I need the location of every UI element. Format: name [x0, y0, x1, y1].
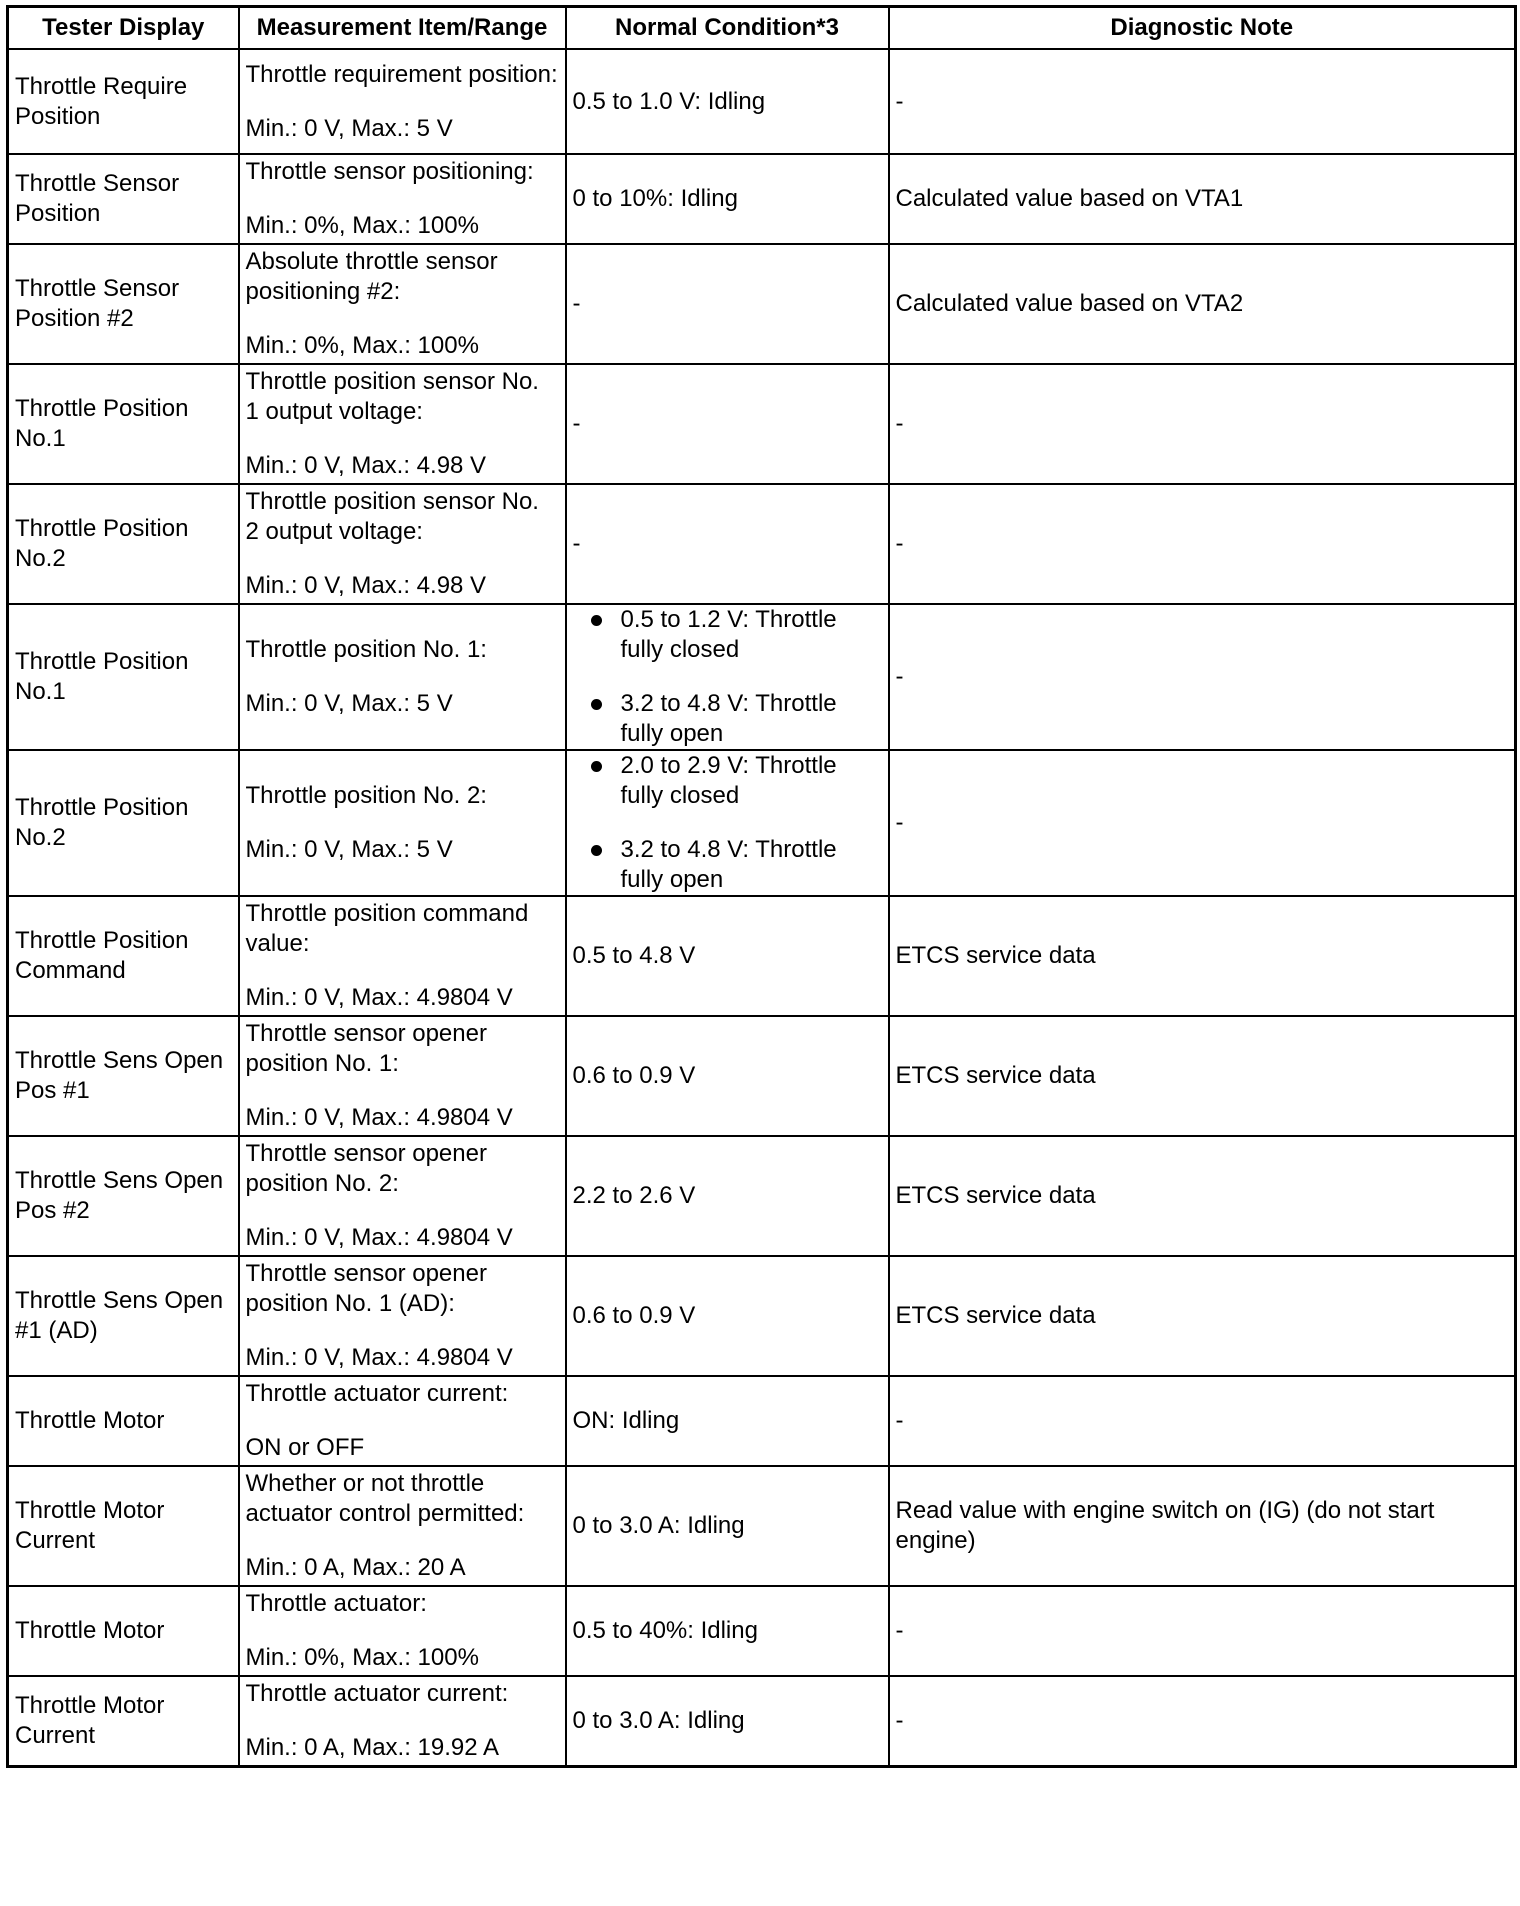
measurement-range: Min.: 0 V, Max.: 4.98 V [245, 572, 487, 599]
table-header-row [8, 7, 1516, 50]
condition-bullet-list [573, 751, 882, 895]
table-row [8, 1376, 1516, 1466]
cell-tester-display: Throttle Motor [8, 1586, 239, 1676]
cell-measurement-item [239, 364, 566, 484]
measurement-range: Min.: 0 V, Max.: 4.9804 V [245, 1344, 513, 1371]
cell-normal-condition [566, 604, 889, 750]
cell-measurement-item [239, 1136, 566, 1256]
cell-tester-display: Throttle Sens Open #1 (AD) [8, 1256, 239, 1376]
measurement-item-label: Throttle requirement position: [245, 60, 558, 88]
table-row [8, 604, 1516, 750]
cell-diagnostic-note: ETCS service data [889, 1136, 1516, 1256]
measurement-range: Min.: 0%, Max.: 100% [245, 332, 479, 359]
table-row [8, 1136, 1516, 1256]
cell-measurement-item [239, 1586, 566, 1676]
measurement-item-label: Throttle position No. 2: [245, 782, 487, 809]
table-body [8, 49, 1516, 1767]
cell-normal-condition: 0 to 3.0 A: Idling [566, 1466, 889, 1586]
measurement-range: Min.: 0 A, Max.: 19.92 A [245, 1734, 499, 1761]
measurement-range: Min.: 0%, Max.: 100% [245, 1644, 479, 1671]
data-list-table-container [6, 5, 1517, 1768]
measurement-item-label: Throttle position command value: [245, 900, 529, 957]
cell-diagnostic-note: - [889, 1676, 1516, 1767]
measurement-item-label: Throttle sensor opener position No. 1: [245, 1020, 487, 1077]
measurement-range: Min.: 0 V, Max.: 5 V [245, 114, 453, 142]
cell-diagnostic-note: - [889, 1376, 1516, 1466]
table-row [8, 49, 1516, 154]
condition-bullet-list [573, 605, 882, 749]
header-diagnostic-note: Diagnostic Note [889, 7, 1516, 50]
cell-diagnostic-note: - [889, 49, 1516, 154]
cell-diagnostic-note: Read value with engine switch on (IG) (do not start engine) [889, 1466, 1516, 1586]
cell-tester-display: Throttle Position Command [8, 896, 239, 1016]
measurement-range: Min.: 0 A, Max.: 20 A [245, 1554, 466, 1581]
measurement-item-label: Throttle actuator current: [245, 1680, 509, 1707]
data-list-table [6, 5, 1517, 1768]
cell-normal-condition [566, 750, 889, 896]
cell-diagnostic-note: - [889, 484, 1516, 604]
measurement-item-label: Throttle sensor opener position No. 2: [245, 1140, 487, 1197]
cell-tester-display: Throttle Sensor Position #2 [8, 244, 239, 364]
condition-bullet-item: 3.2 to 4.8 V: Throttle fully open [621, 835, 882, 895]
cell-tester-display: Throttle Motor [8, 1376, 239, 1466]
cell-normal-condition: 0.6 to 0.9 V [566, 1016, 889, 1136]
measurement-range: Min.: 0 V, Max.: 4.9804 V [245, 984, 513, 1011]
measurement-item-label: Throttle position No. 1: [245, 636, 487, 663]
cell-tester-display: Throttle Motor Current [8, 1676, 239, 1767]
cell-measurement-item [239, 1676, 566, 1767]
measurement-item-label: Throttle position sensor No. 1 output voltage: [245, 368, 539, 425]
cell-normal-condition: - [566, 244, 889, 364]
cell-diagnostic-note: - [889, 364, 1516, 484]
measurement-item-label: Whether or not throttle actuator control permitted: [245, 1470, 525, 1527]
cell-normal-condition: 0.5 to 4.8 V [566, 896, 889, 1016]
measurement-range: ON or OFF [245, 1434, 365, 1461]
measurement-range: Min.: 0%, Max.: 100% [245, 212, 479, 239]
cell-normal-condition: 0 to 3.0 A: Idling [566, 1676, 889, 1767]
condition-bullet-item: 2.0 to 2.9 V: Throttle fully closed [621, 751, 882, 811]
cell-tester-display: Throttle Sens Open Pos #1 [8, 1016, 239, 1136]
cell-diagnostic-note: - [889, 604, 1516, 750]
cell-normal-condition: ON: Idling [566, 1376, 889, 1466]
table-row [8, 1586, 1516, 1676]
measurement-item-label: Throttle actuator current: [245, 1380, 509, 1407]
measurement-range: Min.: 0 V, Max.: 5 V [245, 690, 453, 717]
cell-measurement-item [239, 896, 566, 1016]
header-measurement-item: Measurement Item/Range [239, 7, 566, 50]
cell-normal-condition: 0 to 10%: Idling [566, 154, 889, 244]
table-row [8, 154, 1516, 244]
measurement-item-label: Throttle sensor opener position No. 1 (AD): [245, 1260, 487, 1317]
table-row [8, 244, 1516, 364]
cell-tester-display: Throttle Sens Open Pos #2 [8, 1136, 239, 1256]
cell-tester-display: Throttle Position No.2 [8, 750, 239, 896]
cell-diagnostic-note: Calculated value based on VTA1 [889, 154, 1516, 244]
cell-diagnostic-note: ETCS service data [889, 896, 1516, 1016]
measurement-item-label: Throttle position sensor No. 2 output voltage: [245, 488, 539, 545]
measurement-item-label: Throttle sensor positioning: [245, 158, 534, 185]
cell-measurement-item [239, 1376, 566, 1466]
cell-tester-display: Throttle Position No.1 [8, 364, 239, 484]
table-row [8, 1016, 1516, 1136]
cell-measurement-item [239, 49, 566, 154]
cell-tester-display: Throttle Require Position [8, 49, 239, 154]
condition-bullet-item: 0.5 to 1.2 V: Throttle fully closed [621, 605, 882, 665]
cell-tester-display: Throttle Position No.1 [8, 604, 239, 750]
measurement-item-label: Throttle actuator: [245, 1590, 427, 1617]
cell-diagnostic-note: ETCS service data [889, 1016, 1516, 1136]
cell-normal-condition: 0.5 to 40%: Idling [566, 1586, 889, 1676]
measurement-range: Min.: 0 V, Max.: 4.98 V [245, 452, 487, 479]
table-row [8, 364, 1516, 484]
cell-normal-condition: - [566, 484, 889, 604]
table-row [8, 896, 1516, 1016]
cell-tester-display: Throttle Sensor Position [8, 154, 239, 244]
cell-measurement-item [239, 1256, 566, 1376]
table-row [8, 1676, 1516, 1767]
header-normal-condition: Normal Condition*3 [566, 7, 889, 50]
cell-normal-condition: - [566, 364, 889, 484]
cell-tester-display: Throttle Motor Current [8, 1466, 239, 1586]
condition-bullet-item: 3.2 to 4.8 V: Throttle fully open [621, 689, 882, 749]
table-row [8, 484, 1516, 604]
cell-diagnostic-note: - [889, 1586, 1516, 1676]
table-row [8, 750, 1516, 896]
measurement-range: Min.: 0 V, Max.: 5 V [245, 836, 453, 863]
measurement-item-label: Absolute throttle sensor positioning #2: [245, 248, 498, 305]
cell-normal-condition: 0.5 to 1.0 V: Idling [566, 49, 889, 154]
header-tester-display: Tester Display [8, 7, 239, 50]
cell-diagnostic-note: Calculated value based on VTA2 [889, 244, 1516, 364]
cell-diagnostic-note: ETCS service data [889, 1256, 1516, 1376]
cell-measurement-item [239, 154, 566, 244]
table-row [8, 1256, 1516, 1376]
cell-measurement-item [239, 244, 566, 364]
cell-diagnostic-note: - [889, 750, 1516, 896]
cell-measurement-item [239, 1016, 566, 1136]
measurement-range: Min.: 0 V, Max.: 4.9804 V [245, 1224, 513, 1251]
cell-normal-condition: 2.2 to 2.6 V [566, 1136, 889, 1256]
cell-tester-display: Throttle Position No.2 [8, 484, 239, 604]
cell-measurement-item [239, 484, 566, 604]
table-row [8, 1466, 1516, 1586]
cell-measurement-item [239, 750, 566, 896]
measurement-range: Min.: 0 V, Max.: 4.9804 V [245, 1104, 513, 1131]
cell-measurement-item [239, 1466, 566, 1586]
cell-measurement-item [239, 604, 566, 750]
cell-normal-condition: 0.6 to 0.9 V [566, 1256, 889, 1376]
